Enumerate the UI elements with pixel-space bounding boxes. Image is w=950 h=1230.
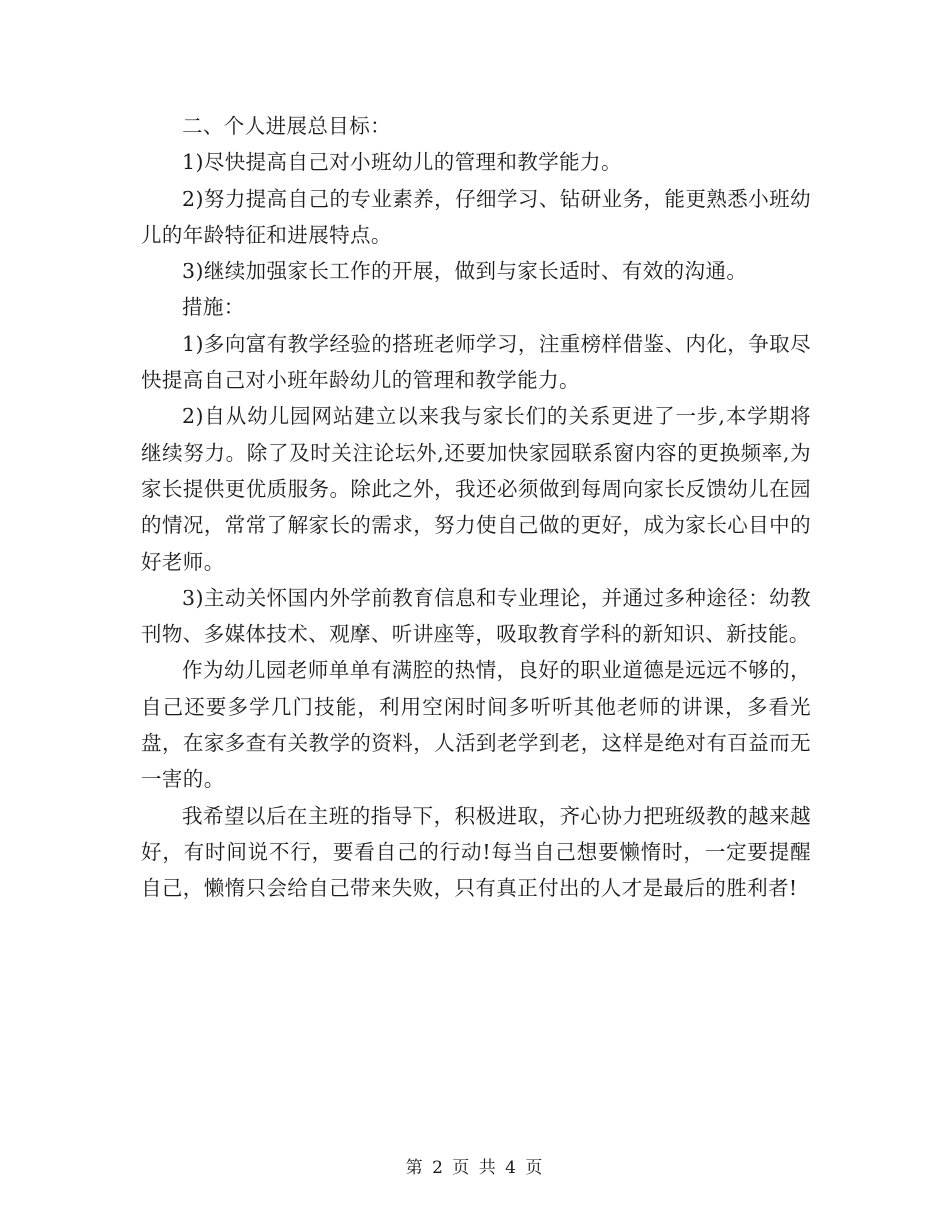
closing-paragraph: 我希望以后在主班的指导下，积极进取，齐心协力把班级教的越来越好，有时间说不行，要看自己的行动!每当自己想要懒惰时，一定要提醒自己，懒惰只会给自己带来失败，只有真正付出的人才是最后的胜利者!: [141, 803, 811, 901]
section-heading-goals: 二、个人进展总目标：: [182, 114, 391, 138]
measure-item-1: 1)多向富有教学经验的搭班老师学习，注重榜样借鉴、内化，争取尽快提高自己对小班年龄幼儿的管理和教学能力。: [141, 331, 811, 393]
section-heading-measures: 措施：: [182, 295, 245, 320]
goal-item-3: 3)继续加强家长工作的开展，做到与家长适时、有效的沟通。: [182, 259, 748, 284]
goal-item-2: 2)努力提高自己的专业素养，仔细学习、钻研业务，能更熟悉小班幼儿的年龄特征和进展特点。: [141, 186, 811, 247]
body-paragraph: 作为幼儿园老师单单有满腔的热情，良好的职业道德是远远不够的，自己还要多学几门技能，利用空闲时间多听听其他老师的讲课，多看光盘，在家多查有关教学的资料，人活到老学到老，这样是绝对有百益而无一害的。: [141, 658, 811, 792]
measure-item-3: 3)主动关怀国内外学前教育信息和专业理论，并通过多种途径：幼教刊物、多媒体技术、观摩、听讲座等，吸取教育学科的新知识、新技能。: [141, 585, 811, 647]
page-number-footer: 第 2 页 共 4 页: [405, 1158, 545, 1178]
document-body: [141, 108, 811, 907]
goal-item-1: 1)尽快提高自己对小班幼儿的管理和教学能力。: [182, 150, 622, 175]
measure-item-2: 2)自从幼儿园网站建立以来我与家长们的关系更进了一步,本学期将继续努力。除了及时关注论坛外,还要加快家园联系窗内容的更换频率,为家长提供更优质服务。除此之外，我还必须做到每周向家长反馈幼儿在园的情况，常常了解家长的需求，努力使自己做的更好，成为家长心目中的好老师。: [141, 404, 811, 574]
